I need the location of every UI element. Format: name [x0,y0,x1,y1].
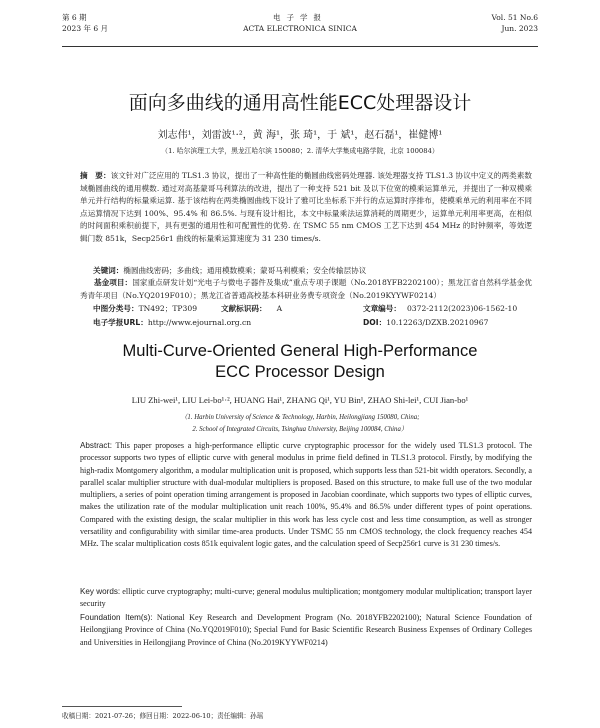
affiliations-cn: （1. 哈尔滨理工大学，黑龙江哈尔滨 150080；2. 清华大学集成电路学院，北京 100084） [161,147,439,155]
volume-number: Vol. 51 No.6 [491,13,538,22]
doi-label: DOI： [363,318,387,327]
issue-cn: 第 6 期 [62,13,87,22]
running-header [62,6,538,47]
footnote-text: 收稿日期：2021-07-26；修回日期：2022-06-10；责任编辑：孙瑶 [62,712,264,720]
clc-value: TN492；TP309 [138,304,198,313]
journal-name-cn: 电子学报 [273,13,327,22]
abstract-cn [80,170,532,246]
keywords-en-text: elliptic curve cryptography; multi-curve; general modulus multiplication; montgomery modular multiplication; transport layer security [80,587,532,609]
abstract-cn-label: 摘 要： [80,171,111,180]
doc-code-label: 文献标识码： [221,304,267,313]
authors-cn: 刘志伟¹，刘雷波¹·²，黄 海¹，张 琦¹，于 斌¹，赵石磊¹，崔健博¹ [157,130,443,141]
funding-cn-label: 基金项目： [94,278,133,287]
article-id-field [363,303,517,314]
authors-en: LIU Zhi-wei¹, LIU Lei-bo¹·², HUANG Hai¹, ZHANG Qi¹, YU Bin¹, ZHAO Shi-lei¹, CUI Jian-bo¹ [131,395,469,405]
doi-field [363,317,488,328]
keywords-en [80,586,532,611]
keywords-cn-text: 椭圆曲线密码；多曲线；通用模数模乘；蒙哥马利模乘；安全传输层协议 [123,266,367,275]
url-label: 电子学报URL： [93,318,148,327]
paper-title-en [0,341,600,383]
affiliation-en-1: （1. Harbin University of Science & Technology, Harbin, Heilongjiang 150080, China; [180,414,420,421]
clc-field [93,303,197,314]
funding-en [80,612,532,649]
doc-code-field [221,303,282,314]
header-right [492,12,538,34]
header-center [62,12,538,34]
paper-title-cn: 面向多曲线的通用高性能ECC处理器设计 [128,92,472,114]
clc-label: 中图分类号： [93,304,139,313]
funding-en-text: National Key Research and Development Program (No. 2018YFB2202100); Natural Science Foundation of Heilongjiang Province of China (No.YQ2019F010); Special Fund for Basic Scientific Research Business Expenses of Ordinary Colleges and Universities in Heilongjiang Province of China (No.2019KYYWF0214) [80,613,532,647]
title-en-line-2: ECC Processor Design [215,363,385,381]
journal-url-link[interactable]: http://www.ejournal.org.cn [147,318,252,327]
doc-code-value: A [276,304,283,313]
affiliation-en-2: 2. School of Integrated Circuits, Tsinghua University, Beijing 100084, China） [192,426,408,433]
received-date-footnote [62,706,264,720]
article-id-label: 文章编号： [363,304,401,313]
date-en: Jun. 2023 [501,24,538,33]
keywords-cn [93,265,532,278]
funding-en-label: Foundation Item(s): [80,613,153,622]
abstract-en [80,440,532,551]
keywords-cn-label: 关键词： [93,266,124,275]
funding-cn [80,277,532,302]
url-field [93,317,251,328]
date-cn: 2023 年 6 月 [62,24,109,33]
abstract-cn-text: 该文针对广泛应用的 TLS1.3 协议，提出了一种高性能的椭圆曲线密码处理器. 该处理器支持 TLS1.3 协议中定义的两类素数域椭圆曲线的通用模数. 通过对高基蒙哥马利算法的改进，提出了一种支持 521 bit 及以下位宽的模乘运算单元，并提出了一种双模乘单元并行结构的标量乘运算. 基于该结构在两类椭圆曲线下设计了雅可比坐标系下并行的点运算时序排布，使模乘单元的利用率在不同点运算情况下达到 100%、95.4% 和 86.5%. 与现有设计相比，本文中标量乘法运算消耗的周期更少，运算单元利用率更高，在相似的时间面积乘积前提下，具有更强的通用性和可配置性的优势. 在 TSMC 55 nm CMOS 工艺下达到 454 MHz 的时钟频率，等效逻辑门数 851k，Secp256r1 曲线的标量乘运算速度为 31 230 times/s. [80,171,532,243]
title-en-line-1: Multi-Curve-Oriented General High-Performance [122,342,478,360]
abstract-en-text: This paper proposes a high-performance elliptic curve cryptographic processor for the widely used TLS1.3 protocol. The processor supports two types of elliptic curve with general modulus in prime field defined in TLS1.3 protocol. Firstly, by modifying the high-radix Montgomery algorithm, a modular multiplication unit is proposed, which supports less than 521-bit width operators. Secondly, a parallel scalar multiplier structure with dual-modular multipliers is proposed. Based on this structure, to make full use of the two modular multipliers, a series of point operation timing arrangement is proposed in Jacobian coordinate, which supports two types of elliptic curves, makes the utilization rate of the modular multiplication unit reach 100%, 95.4% and 86.5% under different types of point operations. Compared with the existing design, the scalar multiplier in this work has less cycle cost and less time consumption, as well as stronger versatility and configurability with similar time-area products. Under TSMC 55 nm CMOS technology, the clock frequency reaches 454 MHz. The scalar multiplication costs 851k equivalent logic gates, and the calculation speed of Secp256r1 curve is 31 230 times/s. [80,441,533,549]
abstract-en-label: Abstract: [80,441,112,450]
keywords-en-label: Key words: [80,587,121,596]
doi-link[interactable]: 10.12263/DZXB.20210967 [386,318,489,327]
funding-cn-text: 国家重点研发计划“光电子与微电子器件及集成”重点专项子课题（No.2018YFB2202100）；黑龙江省自然科学基金优秀青年项目（No.YQ2019F010）；黑龙江省普通高校基本科研业务费专项资金（No.2019KYYWF0214） [80,278,532,300]
journal-name-en: ACTA ELECTRONICA SINICA [243,24,357,33]
article-id-value: 0372-2112(2023)06-1562-10 [406,304,518,313]
